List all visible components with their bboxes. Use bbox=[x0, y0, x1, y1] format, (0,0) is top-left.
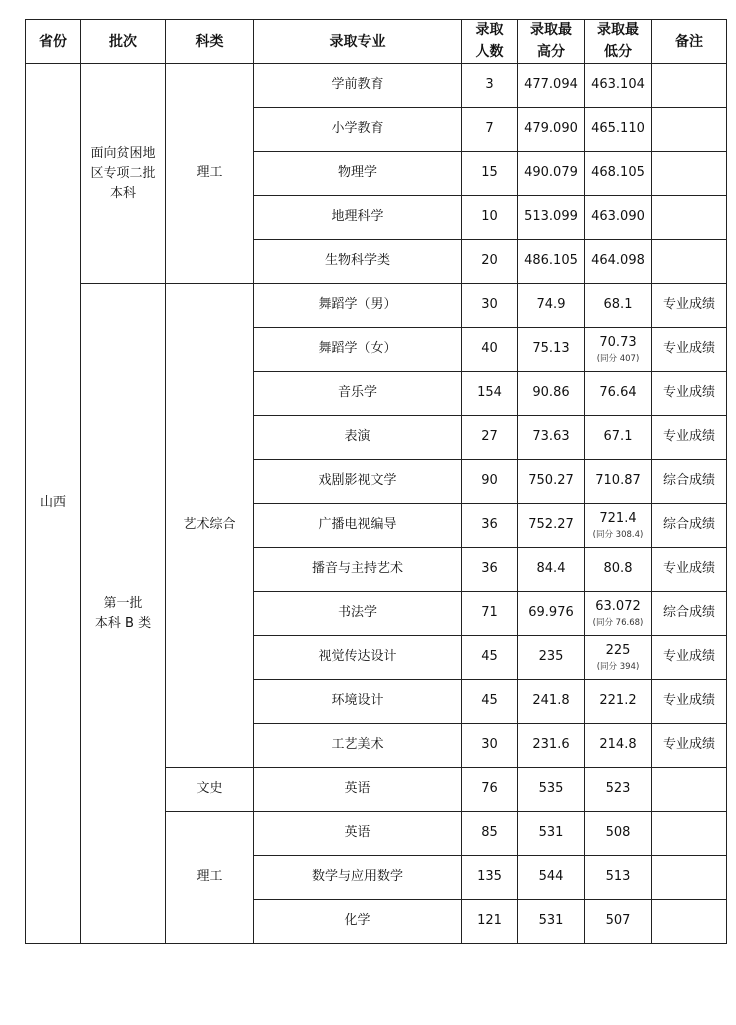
note-cell bbox=[652, 592, 727, 636]
min-score-cell bbox=[585, 548, 652, 592]
max-score-cell-value: 69.976 bbox=[528, 605, 574, 621]
count-cell bbox=[462, 680, 518, 724]
max-score-cell bbox=[518, 592, 585, 636]
count-cell-value: 7 bbox=[485, 121, 494, 137]
note-cell-value: 专业成绩 bbox=[662, 341, 715, 357]
min-score-cell-value: 68.1 bbox=[603, 297, 633, 313]
count-cell bbox=[462, 504, 518, 548]
major-cell bbox=[254, 768, 462, 812]
major-cell bbox=[254, 372, 462, 416]
min-score-cell-value: 463.090 bbox=[591, 209, 645, 225]
count-cell-value: 76 bbox=[481, 781, 498, 797]
table-row bbox=[26, 284, 727, 328]
tie-score-note: (同分 308.4) bbox=[592, 529, 644, 540]
major-cell-value: 舞蹈学（男） bbox=[318, 297, 397, 313]
min-score-cell bbox=[585, 856, 652, 900]
note-cell bbox=[652, 328, 727, 372]
min-score-cell bbox=[585, 680, 652, 724]
count-cell bbox=[462, 240, 518, 284]
count-cell bbox=[462, 724, 518, 768]
major-cell-value: 视觉传达设计 bbox=[318, 649, 397, 665]
max-score-cell bbox=[518, 416, 585, 460]
note-cell-value: 专业成绩 bbox=[662, 429, 715, 445]
min-score-cell bbox=[585, 372, 652, 416]
header-note: 备注 bbox=[652, 20, 727, 64]
count-cell bbox=[462, 636, 518, 680]
batch-cell: 第一批 本科 B 类 bbox=[81, 284, 166, 944]
count-cell-value: 27 bbox=[481, 429, 498, 445]
major-cell-value: 环境设计 bbox=[331, 693, 384, 709]
min-score-cell bbox=[585, 592, 652, 636]
count-cell bbox=[462, 768, 518, 812]
min-score-cell bbox=[585, 240, 652, 284]
count-cell bbox=[462, 548, 518, 592]
max-score-cell bbox=[518, 240, 585, 284]
count-cell bbox=[462, 372, 518, 416]
min-score-cell bbox=[585, 64, 652, 108]
min-score-cell-value: 463.104 bbox=[591, 77, 645, 93]
header-batch: 批次 bbox=[81, 20, 166, 64]
max-score-cell bbox=[518, 900, 585, 944]
max-score-cell-value: 531 bbox=[538, 913, 564, 929]
max-score-cell bbox=[518, 724, 585, 768]
note-cell-value: 综合成绩 bbox=[662, 473, 715, 489]
max-score-cell-value: 477.094 bbox=[524, 77, 578, 93]
count-cell bbox=[462, 900, 518, 944]
min-score-cell bbox=[585, 768, 652, 812]
min-score-cell-value: 710.87 bbox=[595, 473, 641, 489]
major-cell-value: 书法学 bbox=[337, 605, 377, 621]
note-cell bbox=[652, 64, 727, 108]
tie-score-note: (同分 394) bbox=[596, 661, 640, 672]
count-cell-value: 15 bbox=[481, 165, 498, 181]
count-cell bbox=[462, 460, 518, 504]
category-cell: 艺术综合 bbox=[166, 284, 254, 768]
major-cell-value: 化学 bbox=[344, 913, 371, 929]
note-cell bbox=[652, 812, 727, 856]
count-cell bbox=[462, 108, 518, 152]
max-score-cell-value: 513.099 bbox=[524, 209, 578, 225]
count-cell bbox=[462, 284, 518, 328]
max-score-cell-value: 479.090 bbox=[524, 121, 578, 137]
count-cell-value: 45 bbox=[481, 649, 498, 665]
count-cell-value: 36 bbox=[481, 517, 498, 533]
category-cell: 理工 bbox=[166, 812, 254, 944]
min-score-cell bbox=[585, 812, 652, 856]
major-cell bbox=[254, 108, 462, 152]
major-cell bbox=[254, 152, 462, 196]
category-cell: 文史 bbox=[166, 768, 254, 812]
note-cell bbox=[652, 152, 727, 196]
max-score-cell-value: 90.86 bbox=[532, 385, 570, 401]
count-cell-value: 36 bbox=[481, 561, 498, 577]
header-major: 录取专业 bbox=[254, 20, 462, 64]
major-cell bbox=[254, 548, 462, 592]
count-cell-value: 85 bbox=[481, 825, 498, 841]
note-cell bbox=[652, 196, 727, 240]
max-score-cell-value: 486.105 bbox=[524, 253, 578, 269]
count-cell bbox=[462, 196, 518, 240]
count-cell bbox=[462, 856, 518, 900]
max-score-cell bbox=[518, 196, 585, 240]
major-cell-value: 物理学 bbox=[337, 165, 377, 181]
max-score-cell-value: 752.27 bbox=[528, 517, 574, 533]
major-cell-value: 小学教育 bbox=[331, 121, 384, 137]
count-cell bbox=[462, 328, 518, 372]
max-score-cell-value: 231.6 bbox=[532, 737, 570, 753]
count-cell-value: 40 bbox=[481, 341, 498, 357]
header-min: 录取最 低分 bbox=[585, 20, 652, 64]
min-score-cell-value: 468.105 bbox=[591, 165, 645, 181]
note-cell-value: 专业成绩 bbox=[662, 693, 715, 709]
major-cell-value: 戏剧影视文学 bbox=[318, 473, 397, 489]
note-cell bbox=[652, 460, 727, 504]
max-score-cell bbox=[518, 64, 585, 108]
major-cell-value: 地理科学 bbox=[331, 209, 384, 225]
min-score-cell-value: 67.1 bbox=[603, 429, 633, 445]
major-cell bbox=[254, 460, 462, 504]
note-cell bbox=[652, 900, 727, 944]
count-cell-value: 71 bbox=[481, 605, 498, 621]
table-row bbox=[26, 64, 727, 108]
max-score-cell-value: 535 bbox=[538, 781, 564, 797]
min-score-cell-value: 80.8 bbox=[603, 561, 633, 577]
max-score-cell bbox=[518, 548, 585, 592]
header-province: 省份 bbox=[26, 20, 81, 64]
count-cell-value: 45 bbox=[481, 693, 498, 709]
max-score-cell bbox=[518, 328, 585, 372]
min-score-cell-value: 221.2 bbox=[599, 693, 637, 709]
max-score-cell-value: 84.4 bbox=[536, 561, 566, 577]
major-cell-value: 英语 bbox=[344, 781, 371, 797]
major-cell-value: 播音与主持艺术 bbox=[311, 561, 403, 577]
min-score-cell bbox=[585, 108, 652, 152]
max-score-cell-value: 750.27 bbox=[528, 473, 574, 489]
max-score-cell-value: 544 bbox=[538, 869, 564, 885]
max-score-cell-value: 235 bbox=[538, 649, 564, 665]
note-cell bbox=[652, 108, 727, 152]
major-cell bbox=[254, 900, 462, 944]
note-cell bbox=[652, 416, 727, 460]
min-score-cell-value: 225 bbox=[605, 642, 631, 658]
count-cell-value: 3 bbox=[485, 77, 494, 93]
major-cell bbox=[254, 196, 462, 240]
note-cell bbox=[652, 372, 727, 416]
note-cell bbox=[652, 504, 727, 548]
header-max: 录取最 高分 bbox=[518, 20, 585, 64]
min-score-cell bbox=[585, 504, 652, 548]
max-score-cell bbox=[518, 152, 585, 196]
note-cell bbox=[652, 724, 727, 768]
major-cell bbox=[254, 636, 462, 680]
count-cell-value: 10 bbox=[481, 209, 498, 225]
note-cell bbox=[652, 284, 727, 328]
major-cell bbox=[254, 240, 462, 284]
max-score-cell bbox=[518, 108, 585, 152]
category-cell: 理工 bbox=[166, 64, 254, 284]
max-score-cell bbox=[518, 680, 585, 724]
note-cell-value: 专业成绩 bbox=[662, 649, 715, 665]
count-cell bbox=[462, 592, 518, 636]
min-score-cell-value: 70.73 bbox=[599, 334, 637, 350]
max-score-cell bbox=[518, 856, 585, 900]
min-score-cell bbox=[585, 196, 652, 240]
major-cell bbox=[254, 328, 462, 372]
max-score-cell bbox=[518, 636, 585, 680]
min-score-cell bbox=[585, 636, 652, 680]
note-cell bbox=[652, 768, 727, 812]
note-cell-value: 综合成绩 bbox=[662, 517, 715, 533]
province-cell: 山西 bbox=[26, 64, 81, 944]
max-score-cell-value: 531 bbox=[538, 825, 564, 841]
min-score-cell-value: 465.110 bbox=[591, 121, 645, 137]
min-score-cell bbox=[585, 284, 652, 328]
header-count: 录取 人数 bbox=[462, 20, 518, 64]
min-score-cell bbox=[585, 900, 652, 944]
count-cell bbox=[462, 64, 518, 108]
note-cell bbox=[652, 680, 727, 724]
note-cell bbox=[652, 856, 727, 900]
major-cell bbox=[254, 504, 462, 548]
max-score-cell-value: 241.8 bbox=[532, 693, 570, 709]
min-score-cell-value: 464.098 bbox=[591, 253, 645, 269]
table-body bbox=[26, 64, 727, 944]
min-score-cell bbox=[585, 152, 652, 196]
min-score-cell-value: 508 bbox=[605, 825, 631, 841]
note-cell bbox=[652, 636, 727, 680]
tie-score-note: (同分 76.68) bbox=[592, 617, 644, 628]
tie-score-note: (同分 407) bbox=[596, 353, 640, 364]
min-score-cell-value: 76.64 bbox=[599, 385, 637, 401]
major-cell-value: 生物科学类 bbox=[324, 253, 390, 269]
max-score-cell bbox=[518, 812, 585, 856]
min-score-cell bbox=[585, 416, 652, 460]
max-score-cell bbox=[518, 768, 585, 812]
count-cell-value: 20 bbox=[481, 253, 498, 269]
max-score-cell bbox=[518, 372, 585, 416]
count-cell-value: 90 bbox=[481, 473, 498, 489]
note-cell-value: 专业成绩 bbox=[662, 561, 715, 577]
major-cell-value: 音乐学 bbox=[337, 385, 377, 401]
major-cell-value: 广播电视编导 bbox=[318, 517, 397, 533]
max-score-cell-value: 75.13 bbox=[532, 341, 570, 357]
major-cell bbox=[254, 64, 462, 108]
count-cell-value: 30 bbox=[481, 297, 498, 313]
max-score-cell bbox=[518, 460, 585, 504]
admission-table bbox=[25, 19, 727, 944]
max-score-cell-value: 73.63 bbox=[532, 429, 570, 445]
count-cell bbox=[462, 416, 518, 460]
min-score-cell bbox=[585, 724, 652, 768]
min-score-cell-value: 523 bbox=[605, 781, 631, 797]
count-cell-value: 135 bbox=[477, 869, 502, 885]
note-cell-value: 综合成绩 bbox=[662, 605, 715, 621]
count-cell bbox=[462, 152, 518, 196]
note-cell-value: 专业成绩 bbox=[662, 297, 715, 313]
count-cell-value: 154 bbox=[477, 385, 502, 401]
major-cell bbox=[254, 416, 462, 460]
min-score-cell-value: 63.072 bbox=[595, 598, 641, 614]
major-cell bbox=[254, 284, 462, 328]
min-score-cell bbox=[585, 328, 652, 372]
major-cell-value: 舞蹈学（女） bbox=[318, 341, 397, 357]
major-cell-value: 英语 bbox=[344, 825, 371, 841]
major-cell-value: 学前教育 bbox=[331, 77, 384, 93]
max-score-cell bbox=[518, 284, 585, 328]
header-row bbox=[26, 20, 727, 64]
min-score-cell-value: 721.4 bbox=[599, 510, 637, 526]
max-score-cell-value: 74.9 bbox=[536, 297, 566, 313]
major-cell-value: 数学与应用数学 bbox=[311, 869, 403, 885]
major-cell bbox=[254, 592, 462, 636]
min-score-cell-value: 214.8 bbox=[599, 737, 637, 753]
count-cell-value: 121 bbox=[477, 913, 502, 929]
note-cell bbox=[652, 548, 727, 592]
min-score-cell-value: 507 bbox=[605, 913, 631, 929]
major-cell-value: 工艺美术 bbox=[331, 737, 384, 753]
max-score-cell bbox=[518, 504, 585, 548]
count-cell bbox=[462, 812, 518, 856]
min-score-cell bbox=[585, 460, 652, 504]
major-cell bbox=[254, 680, 462, 724]
note-cell-value: 专业成绩 bbox=[662, 385, 715, 401]
note-cell bbox=[652, 240, 727, 284]
max-score-cell-value: 490.079 bbox=[524, 165, 578, 181]
note-cell-value: 专业成绩 bbox=[662, 737, 715, 753]
major-cell bbox=[254, 812, 462, 856]
major-cell bbox=[254, 724, 462, 768]
min-score-cell-value: 513 bbox=[605, 869, 631, 885]
header-category: 科类 bbox=[166, 20, 254, 64]
batch-cell: 面向贫困地 区专项二批 本科 bbox=[81, 64, 166, 284]
major-cell bbox=[254, 856, 462, 900]
count-cell-value: 30 bbox=[481, 737, 498, 753]
major-cell-value: 表演 bbox=[344, 429, 371, 445]
